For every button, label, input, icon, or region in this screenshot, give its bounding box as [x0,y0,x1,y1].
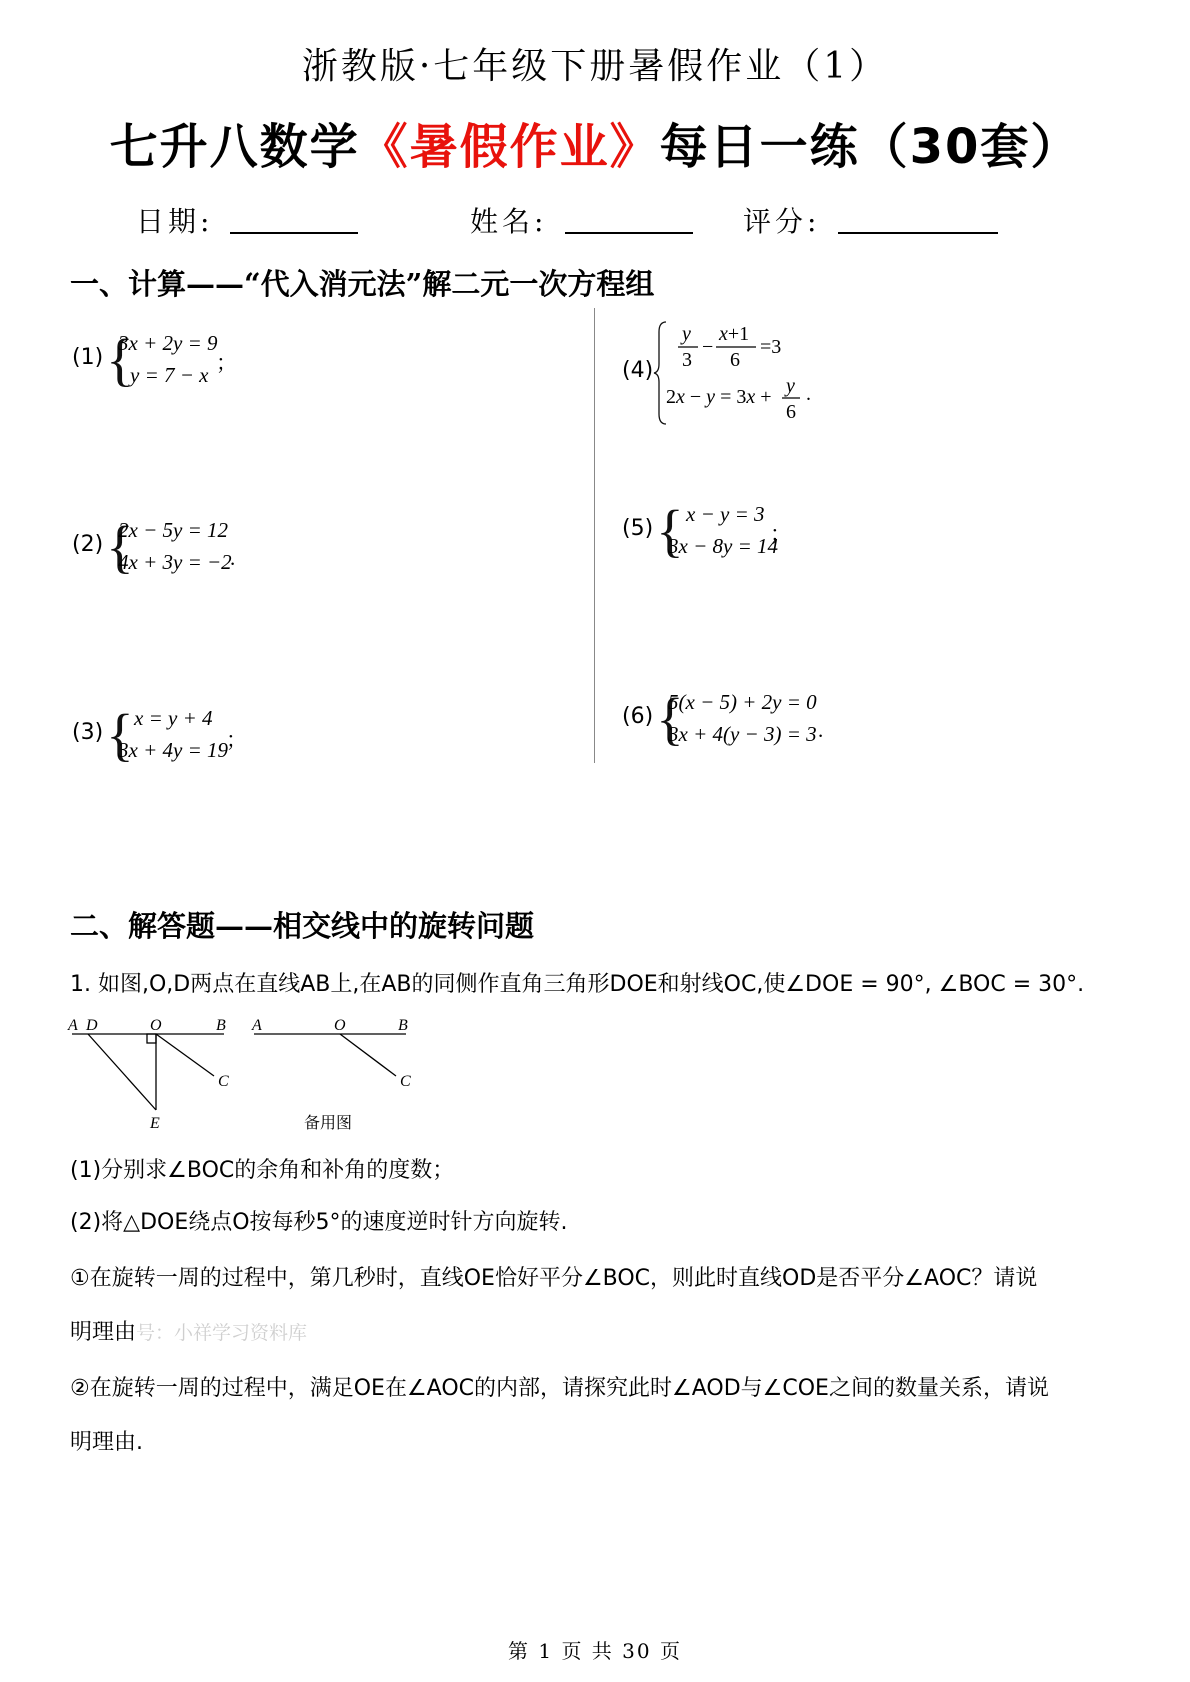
brace-icon: { [106,514,134,579]
document-title [0,108,1190,177]
watermark: 号：小祥学习资料库 [136,1322,308,1344]
problem-2-end: . [230,546,236,570]
problem-4-number: (4) [622,358,654,383]
problem-5-end: ； [770,522,791,546]
problem-1-eq2: y = 7 − x [130,363,209,387]
title-highlight: 《暑假作业》 [359,119,660,175]
section1-title: 一、计算——“代入消元法”解二元一次方程组 [70,267,655,301]
problem-6-number: (6) [622,704,654,729]
question-1-statement: 1. 如图,O,D两点在直线AB上,在AB的同侧作直角三角形DOE和射线OC,使∠DOE = 90°, ∠BOC = 30°. [70,972,1085,997]
problem-1-eq1: 3x + 2y = 9 [118,331,218,355]
point-c-label: C [218,1073,229,1090]
part-1: (1)分别求∠BOC的余角和补角的度数； [70,1158,455,1183]
problem-5-eq2: 3x − 8y = 14 [668,534,778,558]
svg-text:−: − [702,336,714,358]
backup-point-c-label: C [400,1073,411,1090]
part-2b-line2: 明理由. [70,1430,143,1455]
problem-2-number: (2) [72,532,104,557]
backup-point-a-label: A [252,1017,262,1034]
name-label: 姓名: [470,205,548,238]
part-2: (2)将△DOE绕点O按每秒5°的速度逆时针方向旋转. [70,1210,568,1235]
brace-icon: { [106,327,134,392]
brace-icon: { [656,498,684,563]
problem-6-eq2: 3x + 4(y − 3) = 3 [668,722,817,746]
part-2a-text: 明理由 [70,1320,137,1345]
point-e-label: E [150,1115,160,1132]
problem-1-end: ； [216,351,237,375]
problem-2-eq2: 4x + 3y = −2 [118,550,232,574]
backup-point-b-label: B [398,1017,408,1034]
title-prefix: 七升八数学 [109,119,360,175]
problem-3-eq2: 3x + 4y = 19 [118,738,228,762]
svg-text:y: y [786,375,795,397]
brace-icon: { [656,686,684,751]
backup-figure-caption: 备用图 [304,1113,353,1132]
problem-3-number: (3) [72,720,104,745]
svg-text:2x − y = 3x +: 2x − y = 3x + [666,386,772,408]
svg-text:6: 6 [786,401,796,423]
part-2b-line1: ②在旋转一周的过程中，满足OE在∠AOC的内部，请探究此时∠AOD与∠COE之间的数量关系，请说 [70,1376,1049,1401]
problem-3-end: ； [226,728,247,752]
part-2a-line2 [70,1322,307,1344]
section2-title: 二、解答题——相交线中的旋转问题 [70,909,535,943]
problem-5-number: (5) [622,516,654,541]
problem-6-eq1: 5(x − 5) + 2y = 0 [668,690,817,714]
problem-6-end: . [818,718,824,742]
svg-text:x+1: x+1 [719,323,750,345]
score-label: 评分: [743,205,821,238]
problem-4-equations [652,318,842,428]
document-subtitle: 浙教版·七年级下册暑假作业（1） [301,46,889,87]
brace-icon: { [106,702,134,767]
problem-1-number: (1) [72,345,104,370]
point-a-label: A [68,1017,78,1034]
column-divider [594,308,595,763]
score-blank [838,232,998,234]
date-blank [230,232,358,234]
title-suffix: 每日一练（30套） [659,119,1081,175]
svg-text:y: y [682,323,691,345]
point-b-label: B [216,1017,226,1034]
svg-text:3: 3 [682,349,692,371]
part-2a-line1: ①在旋转一周的过程中，第几秒时，直线OE恰好平分∠BOC，则此时直线OD是否平分∠AOC？请说 [70,1266,1038,1291]
problem-2-eq1: 2x − 5y = 12 [118,518,228,542]
name-blank [565,232,693,234]
problem-3-eq1: x = y + 4 [134,706,213,730]
geometry-figure [66,1012,426,1137]
svg-text:=3: =3 [760,336,782,358]
svg-text:.: . [806,383,811,405]
backup-point-o-label: O [334,1017,346,1034]
page-footer: 第 1 页 共 30 页 [508,1639,682,1663]
point-o-label: O [150,1017,162,1034]
svg-text:6: 6 [730,349,740,371]
problem-5-eq1: x − y = 3 [686,502,765,526]
point-d-label: D [86,1017,98,1034]
date-label: 日期: [136,205,214,238]
